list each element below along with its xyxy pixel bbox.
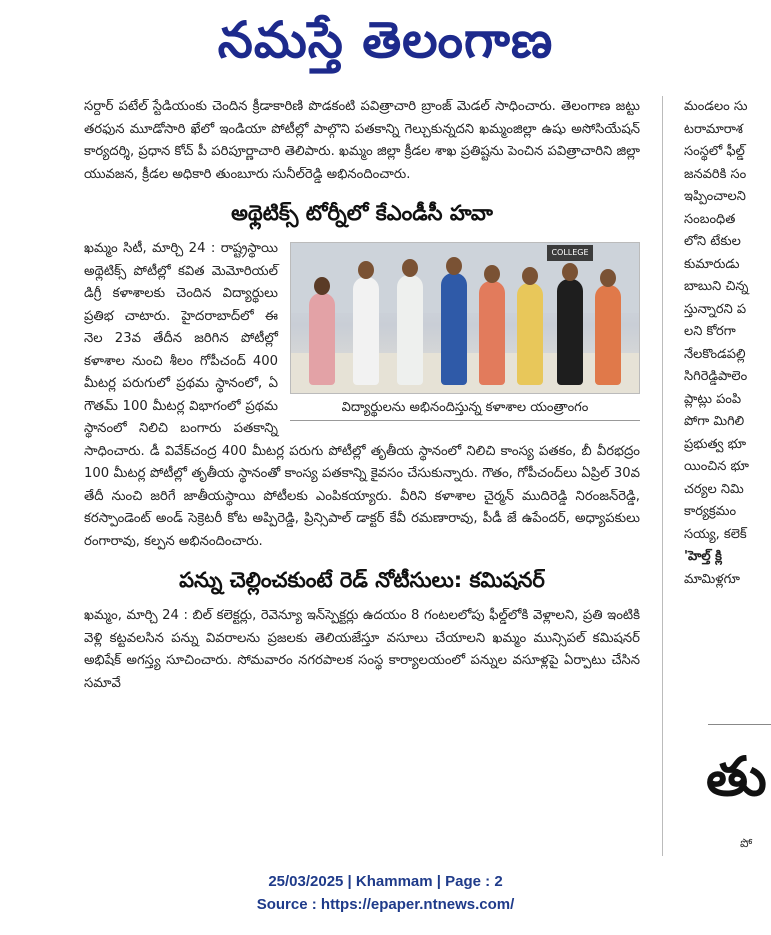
right-column-line: మామిళ్లగూ	[684, 571, 740, 587]
photo-caption: విద్యార్థులను అభినందిస్తున్న కళాశాల యంత్రాంగం	[290, 396, 640, 421]
right-column-rule	[708, 724, 771, 725]
person-figure	[397, 275, 423, 385]
article2-photo-block	[290, 242, 640, 421]
right-column-line: సంబంధిత	[684, 211, 736, 227]
right-column-line: నేలకొండపల్లి	[684, 346, 746, 362]
person-figure	[557, 279, 583, 385]
person-figure	[479, 281, 505, 385]
footer	[0, 870, 771, 916]
right-column-line: యించిన భూ	[684, 459, 749, 474]
person-figure	[595, 285, 621, 385]
article1-body: సర్దార్ పటేల్ స్టేడియంకు చెందిన క్రీడాకారిణి పొడకంటి పవిత్రాచారి బ్రాంజ్ మెడల్ సాధించారు. తెలంగాణ జట్టు తరఫున మూడోసారి ఖేలో ఇండియా పోటీల్లో పాల్గొని పతకాన్ని గెల్చుకున్నదని ఖమ్మంజిల్లా ఉషు అసోసియేషన్ కార్యదర్శి, ప్రధాన కోచ్ పీ పరిపూర్ణాచారి తెలిపారు. ఖమ్మం జిల్లా క్రీడల శాఖ ప్రతిష్టను పెంచిన పవిత్రాచారిని జిల్లా యువజన, క్రీడల అధికారి తుంబూరు సునీల్‌రెడ్డి అభినందించారు.	[84, 99, 640, 182]
person-figure	[517, 283, 543, 385]
right-column-line: సంస్థలో ఫీల్డ్	[684, 144, 745, 159]
article2-headline: అథ్లెటిక్స్ టోర్నీలో కేఎండీసీ హవా	[231, 201, 493, 225]
article2-body: ఖమ్మం సిటీ, మార్చి 24 : రాష్ట్రస్థాయి అథ్లెటిక్స్ పోటీల్లో కవిత మెమోరియల్ డిగ్రీ కళాశాలకు చెందిన విద్యార్థులు ప్రతిభ చాటారు. హైదరాబాద్‌లో ఈ నెల 23వ తేదీన జరిగిన పోటీల్లో కళాశాల నుంచి శీలం గోపీచంద్ 400 మీటర్ల పరుగులో ప్రథమ స్థానంలో, ఏ గౌతమ్ 100 మీటర్ల విభాగంలో ప్రథమ స్థానంలో నిలిచి బంగారు పతకాన్ని సాధించారు. డీ వివేక్‌చంద్ర 400 మీటర్ల పరుగు పోటీల్లో తృతీయ స్థానంలో నిలిచి కాంస్య పతకం, బీ వీరభద్రం 100 మీటర్ల పోటీల్లో తృతీయ స్థానంతో కాంస్య పతకాన్ని కైవసం చేసుకున్నారు. గౌతం, గోపీచంద్‌లు ఏప్రిల్ 30వ తేదీ నుంచి జరిగే జాతీయస్థాయి పోటీలకు ఎంపికయ్యారు. వీరిని కళాశాల చైర్మన్ ముదిరెడ్డి నిరంజన్‌రెడ్డి, కరస్పాండెంట్ అండ్ సెక్రెటరీ కోట అప్పిరెడ్డి, ప్రిన్సిపాల్ డాక్టర్ కేవీ రమణారావు, పీడీ జే ఉపేందర్, అధ్యాపకులు రంగారావు, కల్పన అభినందించారు.	[84, 241, 640, 549]
college-sign: COLLEGE	[547, 245, 593, 261]
right-column-line: ప్లాట్లు పంపి	[684, 391, 742, 407]
person-figure	[441, 273, 467, 385]
right-column-line: మండలం సు	[684, 99, 748, 114]
right-column-line: సిగిరెడ్డిపాలెం	[684, 369, 748, 384]
right-big-headline: తు	[706, 744, 767, 808]
right-column	[684, 96, 771, 706]
column-divider	[662, 96, 663, 856]
person-figure	[309, 293, 335, 385]
person-figure	[353, 277, 379, 385]
right-column-line: సయ్య, కలెక్	[684, 526, 747, 542]
right-column-line: 'హెల్త్ క్లి	[684, 549, 722, 564]
footer-edition-info: 25/03/2025 | Khammam | Page : 2	[268, 873, 503, 890]
newspaper-title: నమస్తే తెలంగాణ	[217, 10, 554, 69]
right-small-text: పో	[740, 836, 753, 850]
right-column-line: టరామారాశ	[684, 121, 743, 137]
right-column-line: కార్యక్రమం	[684, 504, 737, 519]
right-column-line: బాబుని చిన్న	[684, 279, 749, 294]
right-column-line: లోని టేకుల	[684, 234, 741, 249]
right-column-line: పోగా మిగిలి	[684, 414, 745, 429]
right-column-line: లని కోరగా	[684, 324, 736, 339]
article3-body: ఖమ్మం, మార్చి 24 : బిల్ కలెక్టర్లు, రెవెన్యూ ఇన్‌స్పెక్టర్లు ఉదయం 8 గంటలలోపు ఫీల్డ్‌లోకి వెళ్లాలని, ప్రతి ఇంటికి వెళ్లి కట్టవలసిన పన్ను వివరాలను ప్రజలకు తెలియజేస్తూ వసూలు చేయాలని ఖమ్మం మున్సిపల్ కమిషనర్ అభిషేక్ అగస్త్య సూచించారు. సోమవారం నగరపాలక సంస్థ కార్యాలయంలో పన్నుల వసూళ్లపై ఏర్పాటు చేసిన సమావే	[84, 608, 640, 691]
footer-source: Source : https://epaper.ntnews.com/	[256, 896, 515, 913]
masthead	[0, 0, 771, 88]
group-photo	[290, 242, 640, 394]
right-column-line: ఇప్పించాలని	[684, 189, 746, 204]
right-column-line: స్తున్నారని ప	[684, 301, 747, 317]
right-column-line: చర్యల నిమి	[684, 481, 744, 497]
right-column-line: ప్రభుత్వ భూ	[684, 436, 747, 452]
article3-headline: పన్ను చెల్లించకుంటే రెడ్ నోటీసులు: కమిషనర్	[179, 568, 545, 592]
main-column	[84, 96, 640, 856]
right-column-line: కుమారుడు	[684, 256, 740, 272]
right-column-line: జనవరికి సం	[684, 166, 747, 182]
